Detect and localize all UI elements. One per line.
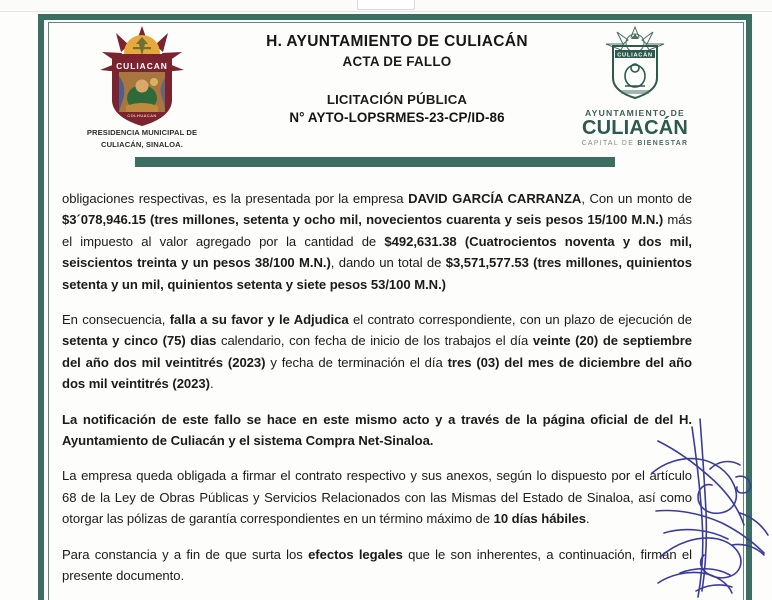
- paragraph-notificacion-run-0: La notificación de este fallo se hace en este mismo acto y a través de la página oficial de del H. Ayuntamiento de Culiacán y el sistema Compra Net-Sinaloa.: [62, 411, 692, 449]
- paragraph-monto-run-5: $492,631.38 (Cuatrocientos noventa y dos mil, seiscientos treinta y un pesos 38/100 M.N.): [62, 233, 693, 271]
- logo-tagline-bold: BIENESTAR: [637, 140, 689, 147]
- crest-base-label: COLHUACAN: [127, 113, 157, 118]
- paragraph-notificacion: [62, 409, 692, 452]
- paragraph-constancia-run-0: Para constancia y a fin de que surta los: [62, 546, 309, 562]
- paragraph-monto-run-0: obligaciones respectivas, es la presentada por la empresa: [62, 191, 409, 206]
- paragraph-adjudicacion-run-8: .: [209, 376, 214, 392]
- paragraph-adjudicacion-run-2: el contrato correspondiente, con un plazo de ejecución de: [348, 312, 693, 328]
- paragraph-constancia: [62, 544, 692, 587]
- scan-top-stub-box: [357, 0, 415, 10]
- paragraph-adjudicacion-run-0: En consecuencia,: [62, 312, 170, 328]
- document-main-title: H. AYUNTAMIENTO DE CULIACÁN: [266, 33, 528, 50]
- crest-caption-line1: PRESIDENCIA MUNICIPAL DE: [86, 128, 198, 137]
- paragraph-adjudicacion-run-6: y fecha de terminación el día: [265, 354, 448, 370]
- paragraph-monto: [62, 188, 692, 295]
- presidencia-municipal-crest: [82, 26, 202, 150]
- badge-label: CULIACÁN: [617, 52, 653, 59]
- paragraph-monto-run-7: $3,571,577.53 (tres millones, quinientos setenta y un mil, quinientos setenta y siete pesos 53/100 M.N.): [62, 255, 692, 292]
- logo-tagline: [560, 140, 710, 147]
- document-subtitle: ACTA DE FALLO: [342, 54, 452, 69]
- paragraph-adjudicacion-run-5: veinte (20) de septiembre del año dos mil veintitrés (2023): [62, 333, 692, 370]
- ayuntamiento-logo: [560, 26, 710, 147]
- licitacion-number: N° AYTO-LOPSRMES-23-CP/ID-86: [289, 110, 505, 125]
- paragraph-adjudicacion-run-4: calendario, con fecha de inicio de los trabajos el día: [216, 333, 533, 349]
- coat-of-arms-svg: [96, 26, 188, 126]
- crest-shield-label: CULIACAN: [116, 61, 168, 71]
- paragraph-adjudicacion-run-3: setenta y cinco (75) dias: [62, 333, 217, 349]
- paragraph-constancia-run-1: efectos legales: [308, 546, 403, 562]
- crest-caption-line2: CULIACÁN, SINALOA.: [101, 140, 183, 149]
- coat-of-arms-icon: [96, 26, 188, 126]
- paragraph-contrato: [62, 465, 692, 529]
- ayuntamiento-badge-icon: [603, 26, 667, 106]
- logo-line-ayuntamiento: AYUNTAMIENTO DE: [585, 108, 685, 118]
- paragraph-contrato-run-2: .: [586, 511, 590, 527]
- paragraph-monto-run-2: , Con un monto de: [581, 191, 692, 206]
- paragraph-monto-run-3: $3´078,946.15 (tres millones, setenta y ocho mil, novecientos cuarenta y seis pesos 15/100 M.N.): [62, 212, 664, 228]
- header-titles: [212, 32, 582, 127]
- licitacion-label: LICITACIÓN PÚBLICA: [326, 92, 468, 107]
- paragraph-constancia-run-2: que le son inherentes, a continuación, firman el presente documento.: [62, 546, 692, 584]
- paragraph-contrato-run-1: 10 días hábiles: [493, 511, 587, 527]
- paragraph-adjudicacion-run-1: falla a su favor y le Adjudica: [169, 312, 349, 328]
- paragraph-adjudicacion-run-7: tres (03) del mes de diciembre del año dos mil veintitrés (2023): [62, 354, 692, 392]
- paragraph-monto-run-1: DAVID GARCÍA CARRANZA: [408, 191, 582, 206]
- header-divider-bar: [135, 157, 615, 167]
- logo-line-culiacan: CULIACÁN: [581, 117, 689, 139]
- paragraph-contrato-run-0: La empresa queda obligada a firmar el contrato respectivo y sus anexos, según lo dispuesto por el artículo 68 de la Ley de Obras Públicas y Servicios Relacionados con las Mismas del Estado de Sinaloa, así como otorgar las pólizas de garantía correspondientes en un término máximo de: [62, 468, 692, 527]
- paragraph-monto-run-6: , dando un total de: [330, 255, 446, 271]
- logo-tagline-prefix: CAPITAL DE: [581, 140, 638, 147]
- ayuntamiento-badge-svg: [603, 26, 667, 106]
- document-body: [62, 188, 692, 600]
- document-header: [52, 24, 742, 152]
- paragraph-adjudicacion: [62, 309, 692, 395]
- paragraph-monto-run-4: más el impuesto al valor agregado por la cantidad de: [62, 212, 692, 249]
